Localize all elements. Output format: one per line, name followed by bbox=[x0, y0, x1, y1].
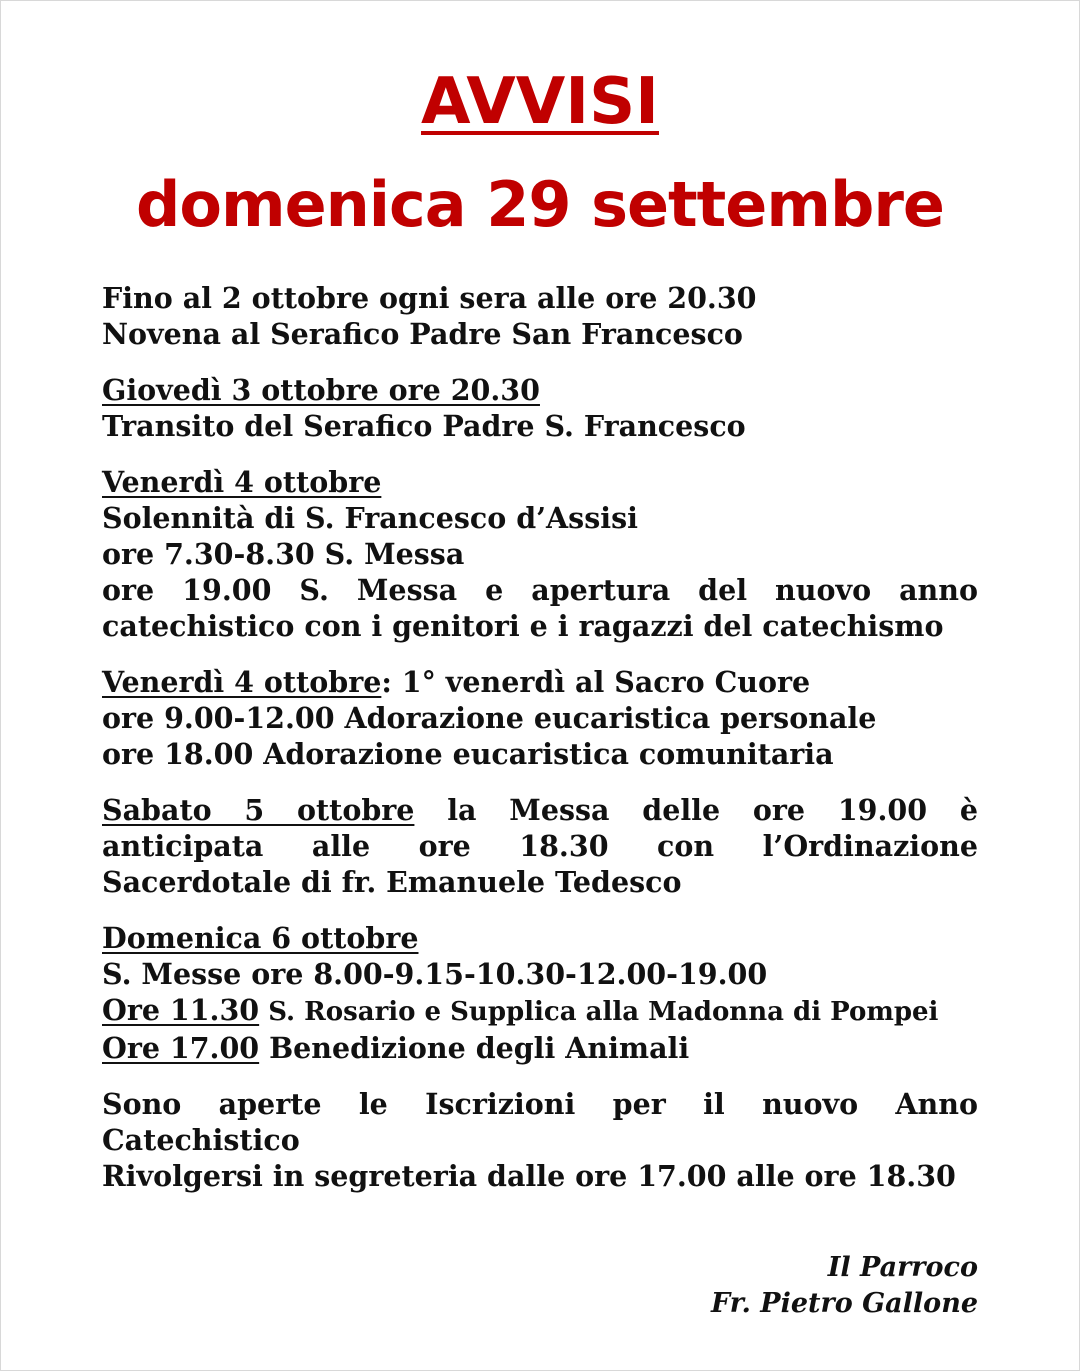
notice-line: ore 18.00 Adorazione eucaristica comunitaria bbox=[102, 737, 834, 771]
notice-line: ore 7.30-8.30 S. Messa bbox=[102, 537, 465, 571]
notice-line: Sacerdotale di fr. Emanuele Tedesco bbox=[102, 865, 682, 899]
notice-ordinazione bbox=[102, 792, 978, 900]
notice-novena bbox=[102, 280, 978, 352]
notice-heading: Sabato 5 ottobre bbox=[102, 793, 415, 827]
notice-time: Ore 11.30 bbox=[102, 993, 260, 1027]
notice-line-rosario bbox=[102, 992, 978, 1030]
notice-line: ore 19.00 S. Messa e apertura del nuovo anno bbox=[102, 573, 978, 607]
notices-list bbox=[102, 280, 978, 1214]
signature-name: Fr. Pietro Gallone bbox=[711, 1288, 978, 1319]
notice-heading-line bbox=[102, 664, 978, 700]
notice-text: S. Rosario e Supplica alla Madonna di Pompei bbox=[259, 997, 939, 1027]
notice-solennita bbox=[102, 464, 978, 644]
notice-time: Ore 17.00 bbox=[102, 1031, 260, 1065]
signature bbox=[711, 1250, 978, 1322]
notice-line: Catechistico bbox=[102, 1123, 300, 1157]
notice-line: Novena al Serafico Padre San Francesco bbox=[102, 317, 743, 351]
notice-text: Benedizione degli Animali bbox=[259, 1031, 690, 1065]
page-title bbox=[0, 62, 1080, 142]
signature-role: Il Parroco bbox=[827, 1252, 978, 1283]
notice-line: anticipata alle ore 18.30 con l’Ordinazione bbox=[102, 829, 978, 863]
notice-heading-line bbox=[102, 792, 978, 828]
notice-line-benedizione bbox=[102, 1030, 978, 1066]
notice-transito bbox=[102, 372, 978, 444]
notice-heading: Giovedì 3 ottobre ore 20.30 bbox=[102, 373, 540, 407]
notice-line: Rivolgersi in segreteria dalle ore 17.00 alle ore 18.30 bbox=[102, 1159, 956, 1193]
notice-heading-suffix: : 1° venerdì al Sacro Cuore bbox=[381, 665, 811, 699]
notice-line: Fino al 2 ottobre ogni sera alle ore 20.30 bbox=[102, 281, 757, 315]
notice-sacro-cuore bbox=[102, 664, 978, 772]
notice-line: la Messa delle ore 19.00 è bbox=[447, 793, 978, 827]
notice-heading: Domenica 6 ottobre bbox=[102, 921, 419, 955]
page-date: domenica 29 settembre bbox=[136, 168, 944, 241]
notice-heading: Venerdì 4 ottobre bbox=[102, 665, 382, 699]
notice-domenica bbox=[102, 920, 978, 1066]
notice-line: Solennità di S. Francesco d’Assisi bbox=[102, 501, 638, 535]
notice-line: catechistico con i genitori e i ragazzi del catechismo bbox=[102, 609, 944, 643]
notice-line: ore 9.00-12.00 Adorazione eucaristica personale bbox=[102, 701, 877, 735]
title-text: AVVISI bbox=[421, 65, 659, 139]
notice-line: Sono aperte le Iscrizioni per il nuovo Anno bbox=[102, 1087, 978, 1121]
notice-heading: Venerdì 4 ottobre bbox=[102, 465, 382, 499]
notice-iscrizioni bbox=[102, 1086, 978, 1194]
notice-line: Transito del Serafico Padre S. Francesco bbox=[102, 409, 746, 443]
notice-line: S. Messe ore 8.00-9.15-10.30-12.00-19.00 bbox=[102, 957, 768, 991]
